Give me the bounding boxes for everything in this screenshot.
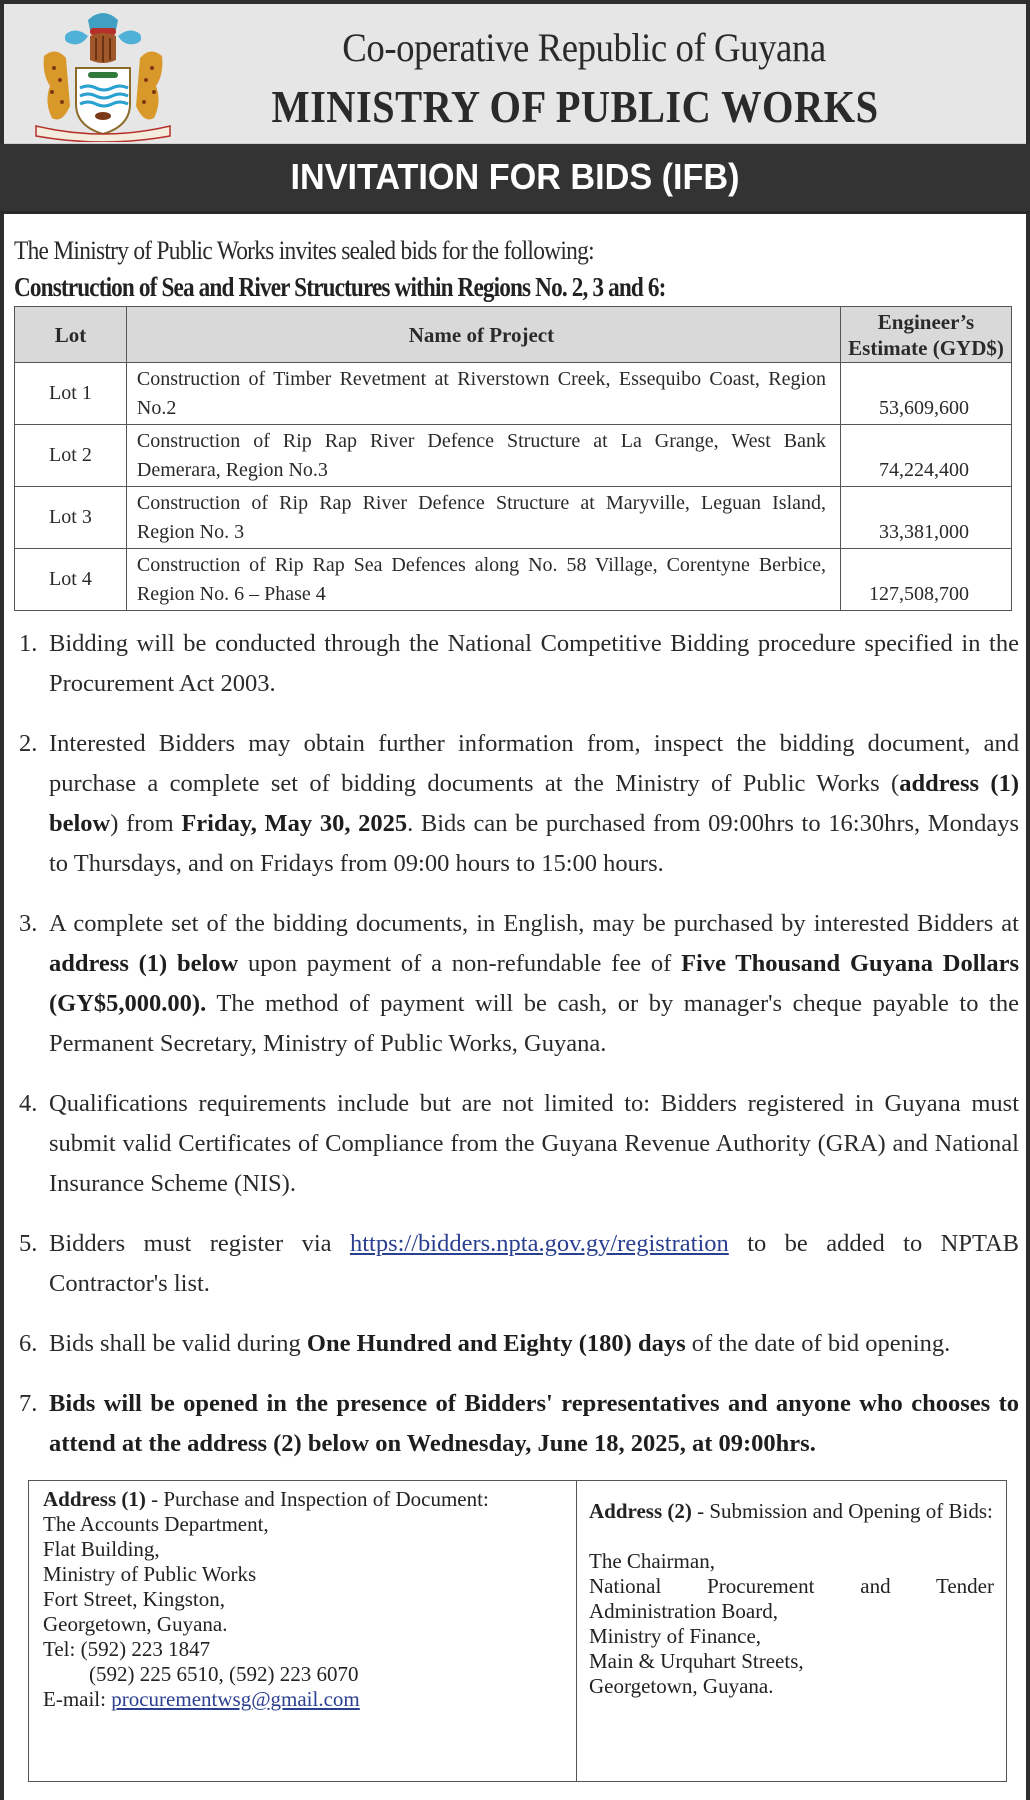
address-1-purpose: - Purchase and Inspection of Document: bbox=[145, 1487, 489, 1511]
title-banner bbox=[0, 144, 1030, 214]
lot-cell: Lot 1 bbox=[15, 363, 127, 425]
header-estimate: Engineer’s Estimate (GYD$) bbox=[841, 307, 1012, 363]
registration-link[interactable]: https://bidders.npta.gov.gy/registration bbox=[349, 1230, 729, 1257]
address-reference: address (1) below bbox=[49, 950, 239, 977]
project-name-cell: Construction of Rip Rap River Defence Structure at Maryville, Leguan Island, Region No. 3 bbox=[126, 487, 840, 549]
intro-text: The Ministry of Public Works invites sealed bids for the following: bbox=[14, 236, 594, 265]
lots-table bbox=[14, 306, 1012, 611]
clause-text: Bidding will be conducted through the National Competitive Bidding procedure specified in the Procurement Act 2003. bbox=[49, 630, 1019, 697]
clause-text: The method of payment will be cash, or by manager's cheque payable to the Permanent Secretary, Ministry of Public Works, Guyana. bbox=[49, 990, 1019, 1057]
address-line: The Chairman, bbox=[589, 1549, 715, 1573]
address-2-purpose: - Submission and Opening of Bids: bbox=[691, 1499, 993, 1523]
clause-number: 4. bbox=[19, 1090, 38, 1117]
republic-name: Co-operative Republic of Guyana bbox=[342, 25, 826, 70]
address-1-title bbox=[43, 1487, 566, 1512]
address-reference: address (1) below bbox=[49, 770, 1019, 837]
address-line: Georgetown, Guyana. bbox=[589, 1674, 774, 1698]
lot-cell: Lot 2 bbox=[15, 425, 127, 487]
clause-4 bbox=[14, 1084, 1019, 1204]
clause-text: Interested Bidders may obtain further information from, inspect the bidding document, and purchase a complete set of bidding documents at the Ministry of Public Works ( bbox=[49, 730, 1019, 797]
table-row bbox=[15, 425, 1012, 487]
phone-number: (592) 223 1847 bbox=[80, 1637, 211, 1661]
header-lot: Lot bbox=[15, 307, 127, 363]
clause-number: 2. bbox=[19, 730, 38, 757]
address-line: Georgetown, Guyana. bbox=[43, 1612, 228, 1636]
clause-number: 5. bbox=[19, 1230, 38, 1257]
clause-5 bbox=[14, 1224, 1019, 1304]
table-row bbox=[15, 363, 1012, 425]
address-line: The Accounts Department, bbox=[43, 1512, 269, 1536]
table-header-row bbox=[15, 307, 1012, 363]
clause-text: A complete set of the bidding documents, in English, may be purchased by interested Bidders at bbox=[49, 910, 1019, 937]
clause-2 bbox=[14, 724, 1019, 884]
address-line: Flat Building, bbox=[43, 1537, 160, 1561]
clause-text: to be added to NPTAB Contractor's list. bbox=[49, 1230, 1019, 1297]
start-date: Friday, May 30, 2025 bbox=[181, 810, 408, 837]
spacer bbox=[589, 1524, 994, 1549]
estimate-cell: 127,508,700 bbox=[841, 549, 1012, 611]
validity-period: One Hundred and Eighty (180) days bbox=[306, 1330, 686, 1357]
project-name-cell: Construction of Rip Rap River Defence Structure at La Grange, West Bank Demerara, Region No.3 bbox=[126, 425, 840, 487]
clause-text: ) from bbox=[110, 810, 182, 837]
project-name-cell: Construction of Rip Rap Sea Defences along No. 58 Village, Corentyne Berbice, Region No. 6 – Phase 4 bbox=[126, 549, 840, 611]
table-row bbox=[15, 549, 1012, 611]
email-link[interactable]: procurementwsg@gmail.com bbox=[111, 1687, 360, 1711]
estimate-cell: 53,609,600 bbox=[841, 363, 1012, 425]
ministry-header bbox=[4, 4, 1026, 144]
header-project-name: Name of Project bbox=[126, 307, 840, 363]
clause-7 bbox=[14, 1384, 1019, 1464]
page-title: INVITATION FOR BIDS (IFB) bbox=[290, 156, 740, 197]
bid-opening-text: Bids will be opened in the presence of Bidders' representatives and anyone who chooses to attend at the address (2) below on Wednesday, June 18, 2025, at 09:00hrs. bbox=[49, 1390, 1019, 1457]
address-1 bbox=[29, 1481, 577, 1781]
clause-number: 7. bbox=[19, 1390, 38, 1417]
bid-fee: Five Thousand Guyana Dollars (GY$5,000.00). bbox=[49, 950, 1019, 1017]
address-line: National Procurement and Tender bbox=[589, 1574, 994, 1598]
clause-3 bbox=[14, 904, 1019, 1064]
address-2-label: Address (2) bbox=[589, 1499, 692, 1523]
address-line: Fort Street, Kingston, bbox=[43, 1587, 225, 1611]
estimate-cell: 33,381,000 bbox=[841, 487, 1012, 549]
clause-number: 1. bbox=[19, 630, 38, 657]
clause-text: Qualifications requirements include but are not limited to: Bidders registered in Guyana must submit valid Certificates of Compliance from the Guyana Revenue Authority (GRA) and National Insurance Scheme (NIS). bbox=[49, 1090, 1019, 1197]
address-line: Ministry of Finance, bbox=[589, 1624, 762, 1648]
phone-numbers-extra: (592) 225 6510, (592) 223 6070 bbox=[89, 1662, 359, 1686]
clause-text: . Bids can be purchased from 09:00hrs to 16:30hrs, Mondays to Thursdays, and on Fridays from 09:00 hours to 15:00 hours. bbox=[49, 810, 1019, 877]
lot-cell: Lot 3 bbox=[15, 487, 127, 549]
address-1-label: Address (1) bbox=[43, 1487, 146, 1511]
ministry-name: MINISTRY OF PUBLIC WORKS bbox=[271, 81, 879, 132]
address-line: Main & Urquhart Streets, bbox=[589, 1649, 804, 1673]
address-2 bbox=[577, 1481, 1006, 1781]
project-name-cell: Construction of Timber Revetment at Riverstown Creek, Essequibo Coast, Region No.2 bbox=[126, 363, 840, 425]
clause-1 bbox=[14, 624, 1019, 704]
table-row bbox=[15, 487, 1012, 549]
email-label: E-mail: bbox=[43, 1687, 112, 1711]
clause-6 bbox=[14, 1324, 1019, 1364]
address-2-title bbox=[589, 1499, 994, 1524]
project-heading: Construction of Sea and River Structures within Regions No. 2, 3 and 6: bbox=[14, 272, 666, 302]
address-line: Administration Board, bbox=[589, 1599, 778, 1623]
clause-text: Bidders must register via bbox=[49, 1230, 350, 1257]
clause-text: upon payment of a non-refundable fee of bbox=[238, 950, 682, 977]
clause-number: 3. bbox=[19, 910, 38, 937]
address-box bbox=[28, 1480, 1007, 1782]
email-line bbox=[43, 1687, 566, 1712]
clause-text: of the date of bid opening. bbox=[685, 1330, 951, 1357]
clause-text: Bids shall be valid during bbox=[49, 1330, 307, 1357]
clause-number: 6. bbox=[19, 1330, 38, 1357]
lot-cell: Lot 4 bbox=[15, 549, 127, 611]
tel-label: Tel: bbox=[43, 1637, 81, 1661]
phone-line bbox=[43, 1637, 566, 1662]
conditions-list bbox=[14, 624, 1019, 1484]
coat-of-arms-icon bbox=[22, 6, 184, 142]
address-line: Ministry of Public Works bbox=[43, 1562, 257, 1586]
ifb-page bbox=[4, 4, 1026, 1800]
estimate-cell: 74,224,400 bbox=[841, 425, 1012, 487]
